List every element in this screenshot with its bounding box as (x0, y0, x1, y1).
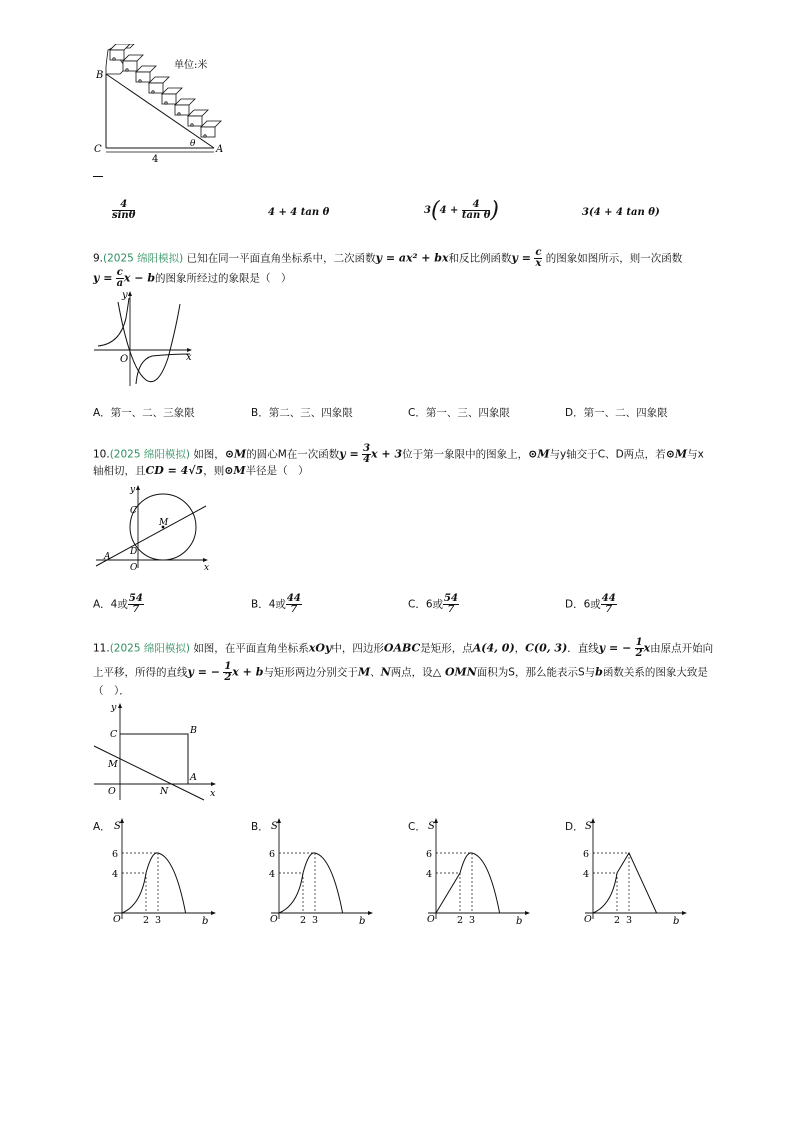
stair-dot (139, 80, 141, 82)
label-theta: θ (190, 139, 196, 149)
s-curve (436, 853, 500, 913)
origin-label: O (427, 914, 435, 925)
tick-label-2: 2 (614, 915, 621, 925)
svg-text:x: x (210, 788, 216, 799)
stair-dot (113, 58, 115, 60)
s-axis-label: S (585, 821, 592, 832)
stair-tread (149, 77, 169, 83)
svg-text:O: O (130, 563, 138, 572)
stair-dot (178, 113, 180, 115)
tick-label-3: 3 (155, 915, 162, 925)
b-axis-label: b (673, 916, 680, 925)
tick-label-3: 3 (469, 915, 476, 925)
stair-tread (188, 110, 208, 116)
stair-tread (162, 88, 182, 94)
x-axis-arrow (682, 911, 687, 915)
stair-riser (123, 61, 137, 71)
stair-dot (152, 91, 154, 93)
tick-label-4: 4 (112, 869, 119, 880)
divider-dash (93, 176, 103, 177)
stair-dot (126, 69, 128, 71)
q10-line2: 轴相切，且CD = 4√5，则⊙M半径是（ ） (93, 464, 309, 477)
tick-label-6: 6 (426, 849, 433, 860)
unit-label: 单位:米 (174, 60, 208, 71)
stair-dot (204, 135, 206, 137)
q8-option-b[interactable]: 4 + 4 tan θ (268, 207, 330, 218)
svg-text:N: N (160, 786, 169, 797)
x-axis-arrow (368, 911, 373, 915)
stair-riser (149, 83, 163, 93)
stair-tread (201, 121, 221, 127)
q11-option-b-graph[interactable] (267, 815, 377, 925)
tick-label-2: 2 (143, 915, 150, 925)
stair-riser (136, 72, 150, 82)
q11-line2: 上平移，所得的直线y = − $\frac{1}{2}$ x + b与矩形两边分别交于M、N两点，设△ OMN面积为S，那么能表示S与b函数关系的图象大致是 (93, 661, 708, 683)
q9-line2: y = $\frac{c}{a}$ x − b的图象所经过的象限是（ ） (93, 267, 292, 289)
q9-option-a[interactable]: A．第一、二、三象限 (93, 407, 195, 419)
svg-text:x: x (204, 563, 210, 572)
q11-option-d-label[interactable]: D． (565, 821, 584, 833)
tick-label-3: 3 (312, 915, 319, 925)
stair-tread (136, 66, 156, 72)
q10-option-d[interactable]: D．6或 $\frac{44}{7}$ (565, 593, 616, 615)
stair-dot (165, 102, 167, 104)
q8-option-c[interactable]: 3(4 + $\frac{4}{\text{tan θ}}$ ) (424, 198, 499, 223)
svg-text:A: A (190, 772, 197, 783)
s-curve (279, 853, 343, 913)
q8-option-d[interactable]: 3(4 + 4 tan θ) (582, 207, 660, 218)
tick-label-6: 6 (112, 849, 119, 860)
origin-label: O (270, 914, 278, 925)
q11-graph (92, 700, 222, 804)
q11-option-b-label[interactable]: B． (251, 821, 269, 833)
q11-option-c-label[interactable]: C． (408, 821, 426, 833)
q10-option-a[interactable]: A．4或 $\frac{54}{7}$ (93, 593, 143, 615)
stair-tread (175, 99, 195, 105)
svg-text:A: A (104, 552, 111, 562)
svg-text:D: D (130, 547, 138, 557)
stair-riser (110, 50, 124, 60)
tick-label-4: 4 (426, 869, 433, 880)
tick-label-6: 6 (269, 849, 276, 860)
svg-text:B: B (190, 725, 197, 736)
tick-label-2: 2 (300, 915, 307, 925)
q10-option-c[interactable]: C．6或 $\frac{54}{7}$ (408, 593, 458, 615)
q9-option-b[interactable]: B．第二、三、四象限 (251, 407, 353, 419)
origin-label: O (113, 914, 121, 925)
b-axis-label: b (359, 916, 366, 925)
svg-text:C: C (130, 506, 137, 516)
svg-text:y: y (111, 702, 117, 713)
label-b: B (96, 70, 104, 81)
tick-label-6: 6 (583, 849, 590, 860)
x-axis-arrow (525, 911, 530, 915)
svg-text:M: M (159, 518, 169, 528)
q8-option-a[interactable]: $\frac{4}{\sin\theta}$ (112, 199, 136, 221)
q11-option-c-graph[interactable] (424, 815, 534, 925)
tick-label-4: 4 (583, 869, 590, 880)
label-base: 4 (152, 154, 159, 165)
origin-label: O (584, 914, 592, 925)
stair-riser (175, 105, 189, 115)
s-axis-label: S (428, 821, 435, 832)
b-axis-label: b (516, 916, 523, 925)
q11-option-a-label[interactable]: A． (93, 821, 111, 833)
q10-line1: 10.(2025 绵阳模拟) 如图，⊙M的圆心M在一次函数y = $\frac{3}{4}$ x + 3位于第一象限中的图象上，⊙M与y轴交于C、D两点，若⊙M与x (93, 443, 704, 465)
s-axis-label: S (114, 821, 121, 832)
label-c: C (94, 144, 102, 155)
q11-option-d-graph[interactable] (581, 815, 691, 925)
tick-label-4: 4 (269, 869, 276, 880)
stair-riser (188, 116, 202, 126)
stair-riser (162, 94, 176, 104)
tick-label-3: 3 (626, 915, 633, 925)
q9-option-c[interactable]: C．第一、三、四象限 (408, 407, 510, 419)
q10-option-b[interactable]: B．4或 $\frac{44}{7}$ (251, 593, 301, 615)
q9-graph (92, 288, 197, 388)
q11-line3: （ ）． (93, 685, 130, 697)
q9-option-d[interactable]: D．第一、二、四象限 (565, 407, 668, 419)
x-axis-arrow (211, 911, 216, 915)
svg-text:x: x (186, 352, 192, 363)
svg-text:M: M (108, 759, 118, 770)
svg-text:O: O (120, 354, 129, 365)
q11-line1: 11.(2025 绵阳模拟) 如图，在平面直角坐标系xOy中，四边形OABC是矩形，点A(4, 0)，C(0, 3)．直线y = − $\frac{1}{2}$ x由原点开始向 (93, 637, 714, 659)
stair-riser (201, 127, 215, 137)
svg-text:C: C (110, 729, 118, 740)
tick-label-2: 2 (457, 915, 464, 925)
stair-tread (123, 55, 143, 61)
svg-text:y: y (130, 485, 136, 495)
svg-text:y: y (122, 290, 128, 301)
s-curve (593, 853, 657, 913)
q9-line1: 9.(2025 绵阳模拟) 已知在同一平面直角坐标系中，二次函数y = ax² + bx和反比例函数y = $\frac{c}{x}$ 的图象如图所示，则一次函数 (93, 247, 683, 269)
stair-tread (110, 44, 130, 50)
s-axis-label: S (271, 821, 278, 832)
q10-graph (94, 482, 214, 572)
b-axis-label: b (202, 916, 209, 925)
label-a: A (216, 144, 224, 155)
q11-option-a-graph[interactable] (110, 815, 220, 925)
stairs-figure (90, 44, 250, 166)
s-curve (122, 853, 186, 913)
stair-dot (191, 124, 193, 126)
svg-text:O: O (108, 786, 116, 797)
